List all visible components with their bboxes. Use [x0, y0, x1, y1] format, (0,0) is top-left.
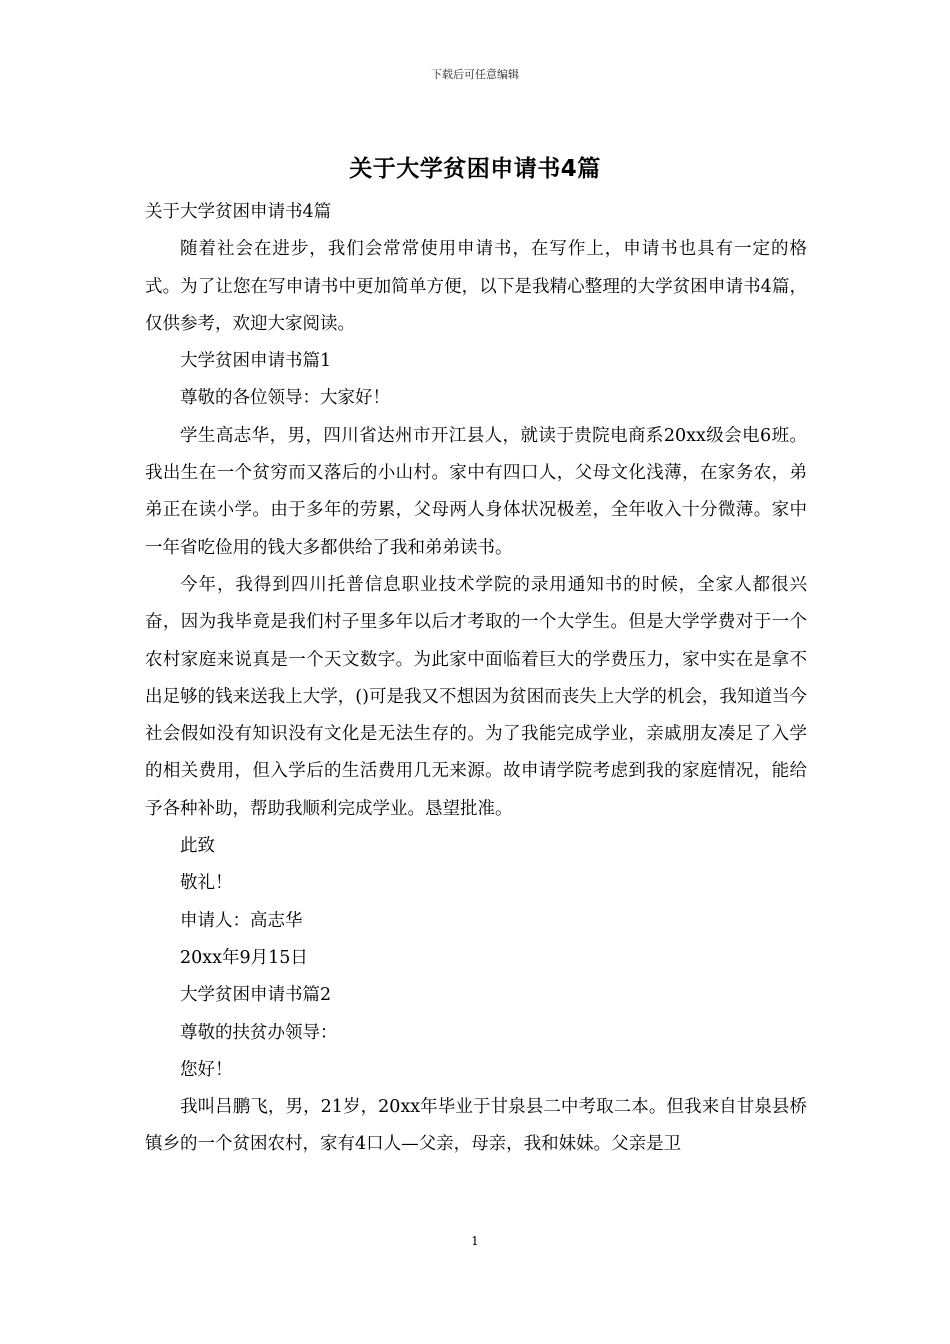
doc-paragraph: 今年，我得到四川托普信息职业技术学院的录用通知书的时候，全家人都很兴奋，因为我毕竟是我们村子里多年以后才考取的一个大学生。但是大学学费对于一个农村家庭来说真是一个天文数字。为此家中面临着巨大的学费压力，家中实在是拿不出足够的钱来送我上大学，()可是我又不想因为贫困而丧失上大学的机会，我知道当今社会假如没有知识没有文化是无法生存的。为了我能完成学业，亲戚朋友凑足了入学的相关费用，但入学后的生活费用几无来源。故申请学院考虑到我的家庭情况，能给予各种补助，帮助我顺利完成学业。恳望批准。 [145, 574, 807, 819]
salutation: 尊敬的扶贫办领导： [180, 1022, 338, 1043]
doc-paragraph: 随着社会在进步，我们会常常使用申请书，在写作上，申请书也具有一定的格式。为了让您在写申请书中更加简单方便，以下是我精心整理的大学贫困申请书4篇，仅供参考，欢迎大家阅读。 [145, 239, 807, 334]
applicant-signature: 申请人：高志华 [180, 910, 303, 931]
salutation: 尊敬的各位领导：大家好！ [180, 388, 390, 409]
closing-line: 敬礼！ [180, 873, 233, 894]
page-number: 1 [471, 1234, 479, 1248]
section-heading: 大学贫困申请书篇2 [180, 985, 332, 1006]
page-header-note: 下载后可任意编辑 [431, 68, 519, 81]
document-body [145, 194, 807, 1164]
section-heading: 大学贫困申请书篇1 [180, 351, 332, 372]
doc-paragraph: 学生高志华，男，四川省达州市开江县人，就读于贵院电商系20xx级会电6班。我出生在一个贫穷而又落后的小山村。家中有四口人，父母文化浅薄，在家务农，弟弟正在读小学。由于多年的劳累，父母两人身体状况极差，全年收入十分微薄。家中一年省吃俭用的钱大多都供给了我和弟弟读书。 [145, 425, 807, 558]
document-title: 关于大学贫困申请书4篇 [349, 156, 601, 182]
greeting: 您好！ [180, 1059, 233, 1080]
application-date: 20xx年9月15日 [180, 947, 308, 968]
closing-line: 此致 [180, 836, 215, 857]
doc-paragraph: 我叫吕鹏飞，男，21岁，20xx年毕业于甘泉县二中考取二本。但我来自甘泉县桥镇乡的一个贫困农村，家有4口人—父亲，母亲，我和妹妹。父亲是卫 [145, 1097, 807, 1155]
doc-paragraph: 关于大学贫困申请书4篇 [145, 202, 332, 222]
